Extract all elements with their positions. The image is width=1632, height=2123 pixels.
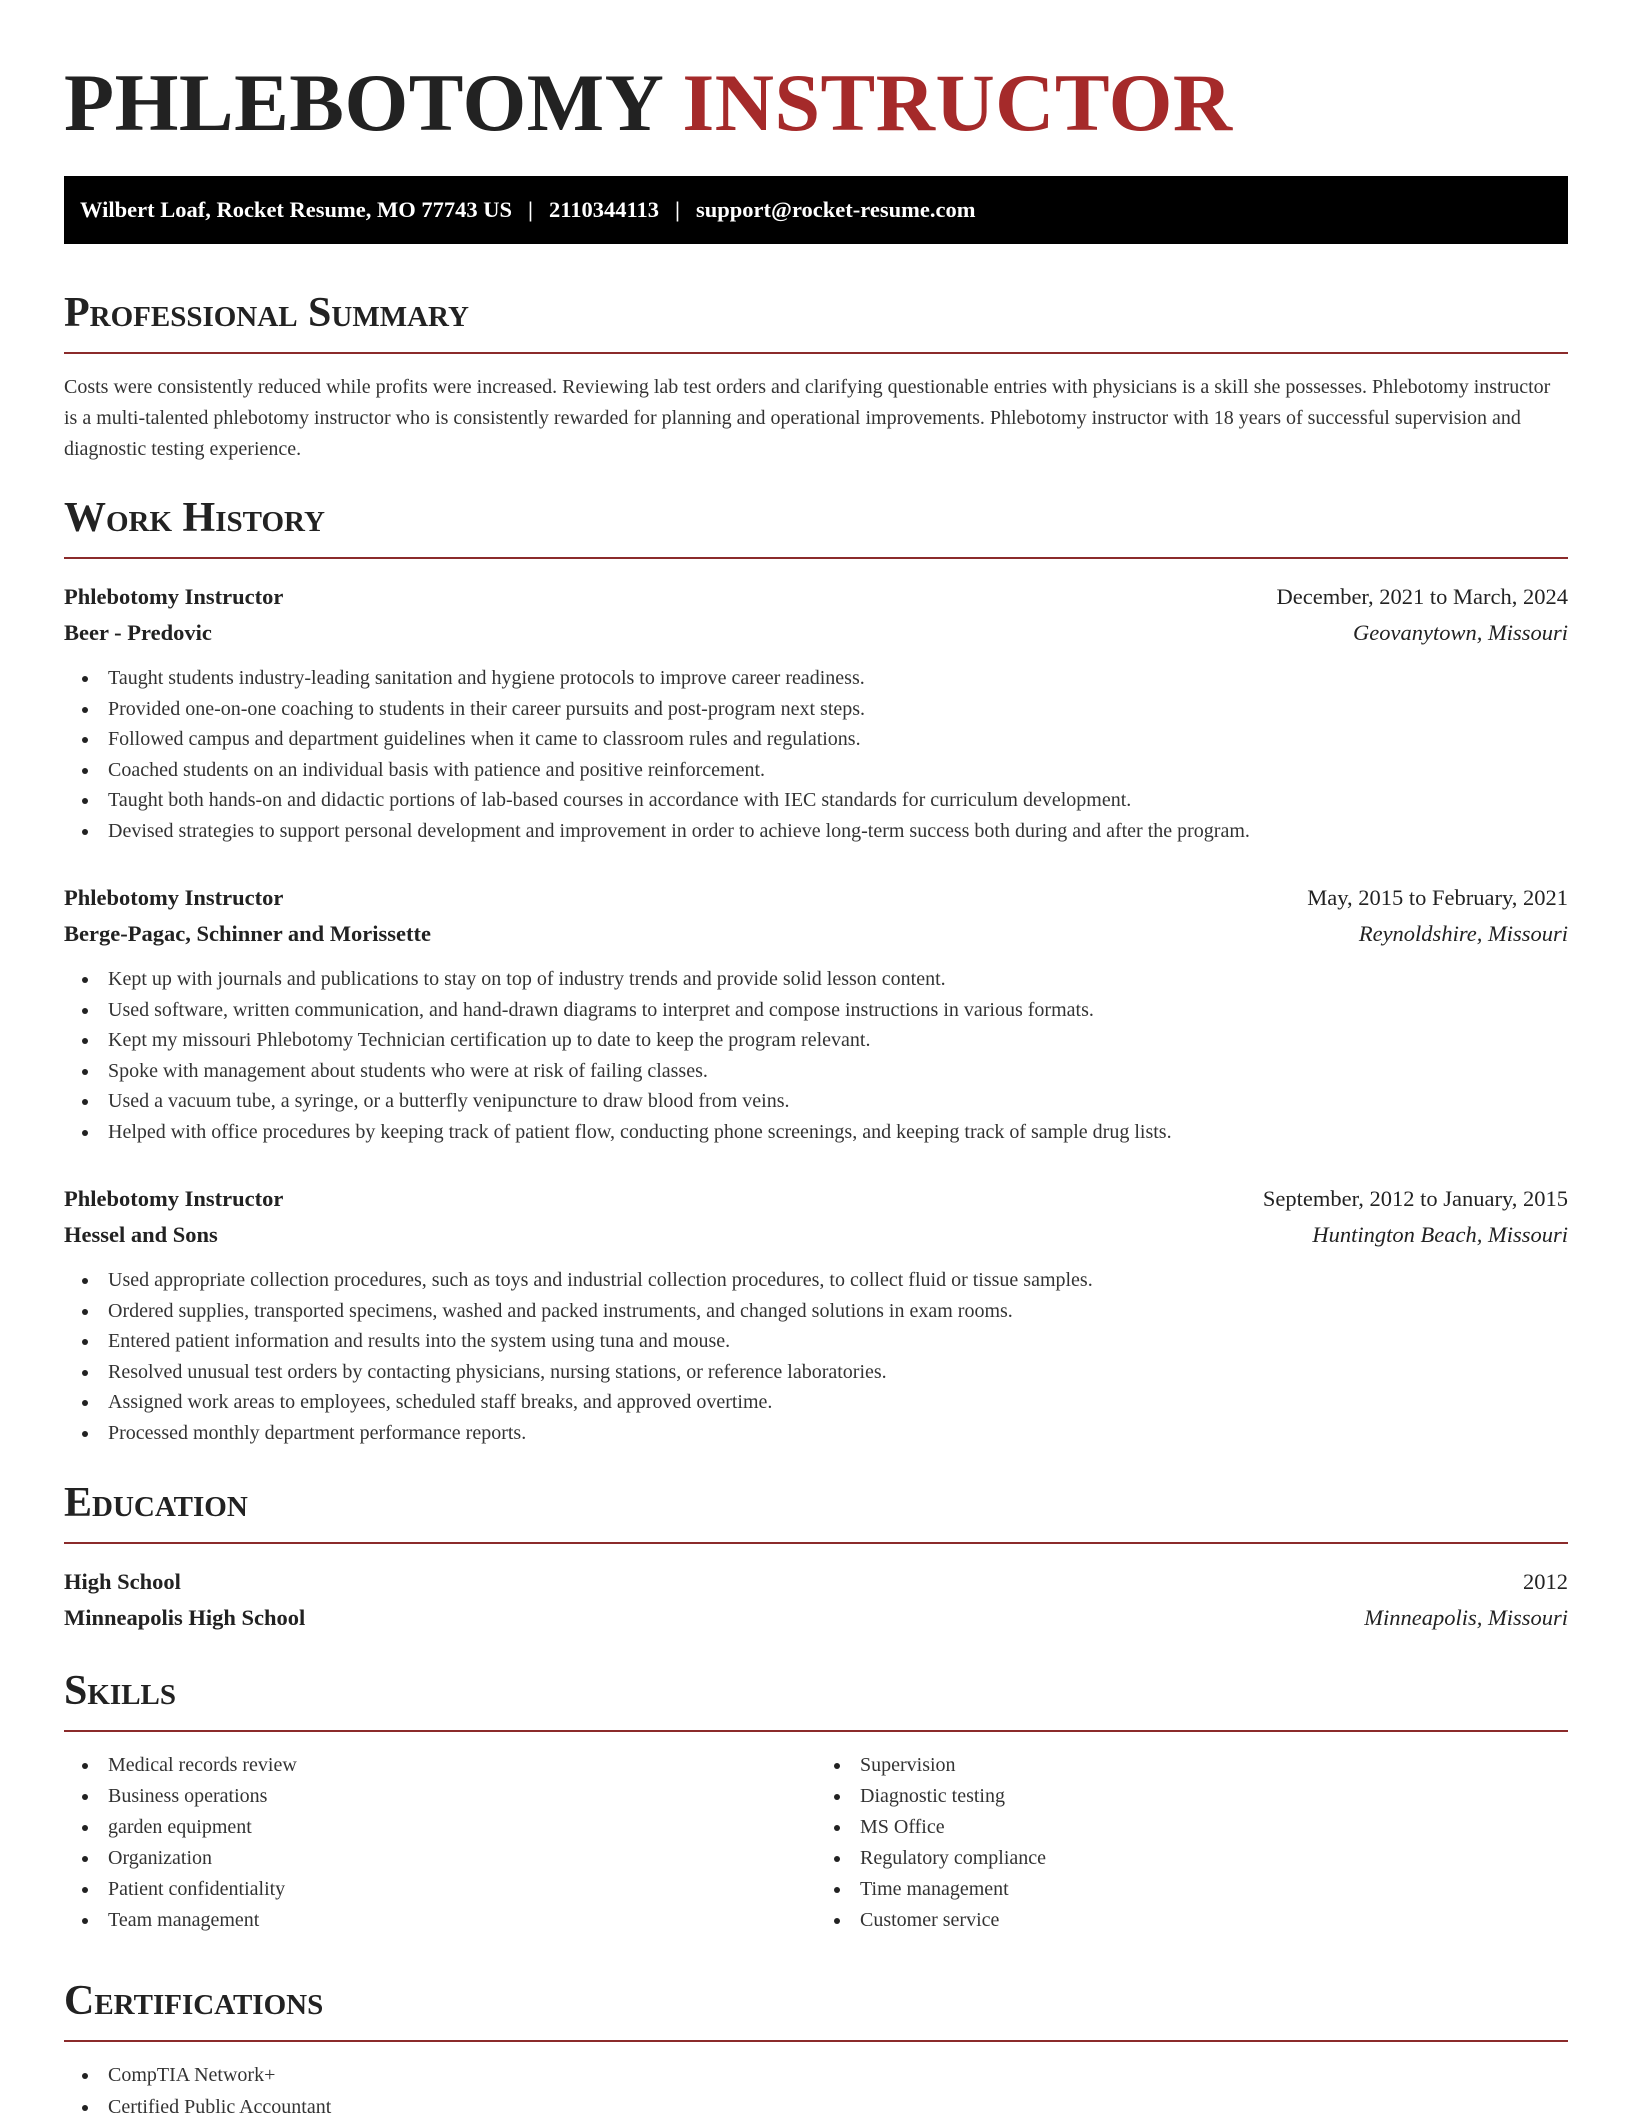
work-history-section	[64, 493, 1568, 1448]
job-location: Geovanytown, Missouri	[1353, 615, 1568, 651]
job-entry	[64, 1181, 1568, 1448]
contact-address: Wilbert Loaf, Rocket Resume, MO 77743 US	[80, 197, 512, 223]
section-heading-summary: Professional Summary	[64, 288, 1568, 338]
summary-section	[64, 288, 1568, 465]
skill-item: Patient confidentiality	[64, 1874, 816, 1905]
certifications-list	[64, 2060, 1568, 2123]
job-bullet: Assigned work areas to employees, scheduled staff breaks, and approved overtime.	[64, 1387, 1568, 1418]
education-year: 2012	[1523, 1564, 1568, 1600]
title-part-2: INSTRUCTOR	[682, 57, 1232, 148]
job-bullet: Used software, written communication, and hand-drawn diagrams to interpret and compose instructions in various formats.	[64, 995, 1568, 1026]
skill-item: Supervision	[816, 1750, 1568, 1781]
job-bullet: Taught students industry-leading sanitation and hygiene protocols to improve career readiness.	[64, 663, 1568, 694]
job-title: Phlebotomy Instructor	[64, 1181, 283, 1217]
job-bullet: Entered patient information and results into the system using tuna and mouse.	[64, 1326, 1568, 1357]
contact-separator: |	[659, 197, 696, 223]
skills-grid	[64, 1750, 1568, 1936]
job-bullet: Processed monthly department performance reports.	[64, 1418, 1568, 1449]
skill-item: MS Office	[816, 1812, 1568, 1843]
contact-bar	[64, 176, 1568, 244]
job-bullet: Kept up with journals and publications to stay on top of industry trends and provide solid lesson content.	[64, 964, 1568, 995]
contact-email: support@rocket-resume.com	[696, 197, 975, 223]
contact-separator: |	[512, 197, 549, 223]
summary-text: Costs were consistently reduced while profits were increased. Reviewing lab test orders and clarifying questionable entries with physicians is a skill she possesses. Phlebotomy instructor is a multi-talented phlebotomy instructor who is consistently rewarded for planning and operational improvements. Phlebotomy instructor with 18 years of successful supervision and diagnostic testing experience.	[64, 372, 1568, 465]
section-divider	[64, 352, 1568, 354]
job-entry	[64, 880, 1568, 1147]
education-degree: High School	[64, 1564, 181, 1600]
certification-item: Certified Public Accountant	[64, 2092, 1568, 2123]
job-company: Berge-Pagac, Schinner and Morissette	[64, 916, 431, 952]
certifications-section	[64, 1976, 1568, 2123]
section-heading-work: Work History	[64, 493, 1568, 543]
job-bullets	[64, 964, 1568, 1147]
job-title: Phlebotomy Instructor	[64, 579, 283, 615]
section-heading-skills: Skills	[64, 1666, 1568, 1716]
skill-item: Business operations	[64, 1781, 816, 1812]
skill-item: Team management	[64, 1905, 816, 1936]
job-dates: December, 2021 to March, 2024	[1276, 579, 1568, 615]
job-bullet: Devised strategies to support personal development and improvement in order to achieve long-term success both during and after the program.	[64, 816, 1568, 847]
resume-title	[64, 58, 1568, 148]
job-bullets	[64, 663, 1568, 846]
skills-section	[64, 1666, 1568, 1936]
skill-item: Regulatory compliance	[816, 1843, 1568, 1874]
certification-item: CompTIA Network+	[64, 2060, 1568, 2092]
education-entry	[64, 1564, 1568, 1636]
section-divider	[64, 1730, 1568, 1732]
job-entry	[64, 579, 1568, 846]
job-bullet: Kept my missouri Phlebotomy Technician certification up to date to keep the program relevant.	[64, 1025, 1568, 1056]
job-dates: September, 2012 to January, 2015	[1263, 1181, 1568, 1217]
skill-item: Time management	[816, 1874, 1568, 1905]
job-company: Hessel and Sons	[64, 1217, 218, 1253]
education-section	[64, 1478, 1568, 1636]
skill-item: garden equipment	[64, 1812, 816, 1843]
section-divider	[64, 557, 1568, 559]
job-location: Huntington Beach, Missouri	[1312, 1217, 1568, 1253]
section-divider	[64, 2040, 1568, 2042]
job-bullet: Spoke with management about students who were at risk of failing classes.	[64, 1056, 1568, 1087]
title-part-1: PHLEBOTOMY	[64, 57, 661, 148]
section-heading-certifications: Certifications	[64, 1976, 1568, 2026]
job-bullet: Used a vacuum tube, a syringe, or a butterfly venipuncture to draw blood from veins.	[64, 1086, 1568, 1117]
skill-item: Medical records review	[64, 1750, 816, 1781]
skills-column-right	[816, 1750, 1568, 1936]
job-bullet: Ordered supplies, transported specimens, washed and packed instruments, and changed solutions in exam rooms.	[64, 1296, 1568, 1327]
skills-column-left	[64, 1750, 816, 1936]
education-school: Minneapolis High School	[64, 1600, 305, 1636]
contact-phone: 2110344113	[549, 197, 659, 223]
job-title: Phlebotomy Instructor	[64, 880, 283, 916]
education-location: Minneapolis, Missouri	[1364, 1600, 1568, 1636]
job-bullets	[64, 1265, 1568, 1448]
job-location: Reynoldshire, Missouri	[1359, 916, 1568, 952]
job-dates: May, 2015 to February, 2021	[1307, 880, 1568, 916]
section-heading-education: Education	[64, 1478, 1568, 1528]
job-bullet: Taught both hands-on and didactic portions of lab-based courses in accordance with IEC standards for curriculum development.	[64, 785, 1568, 816]
job-bullet: Followed campus and department guidelines when it came to classroom rules and regulations.	[64, 724, 1568, 755]
job-bullet: Provided one-on-one coaching to students in their career pursuits and post-program next steps.	[64, 694, 1568, 725]
job-bullet: Coached students on an individual basis with patience and positive reinforcement.	[64, 755, 1568, 786]
job-company: Beer - Predovic	[64, 615, 212, 651]
section-divider	[64, 1542, 1568, 1544]
job-bullet: Resolved unusual test orders by contacting physicians, nursing stations, or reference laboratories.	[64, 1357, 1568, 1388]
skill-item: Organization	[64, 1843, 816, 1874]
job-bullet: Helped with office procedures by keeping track of patient flow, conducting phone screenings, and keeping track of sample drug lists.	[64, 1117, 1568, 1148]
job-bullet: Used appropriate collection procedures, such as toys and industrial collection procedures, to collect fluid or tissue samples.	[64, 1265, 1568, 1296]
skill-item: Customer service	[816, 1905, 1568, 1936]
skill-item: Diagnostic testing	[816, 1781, 1568, 1812]
